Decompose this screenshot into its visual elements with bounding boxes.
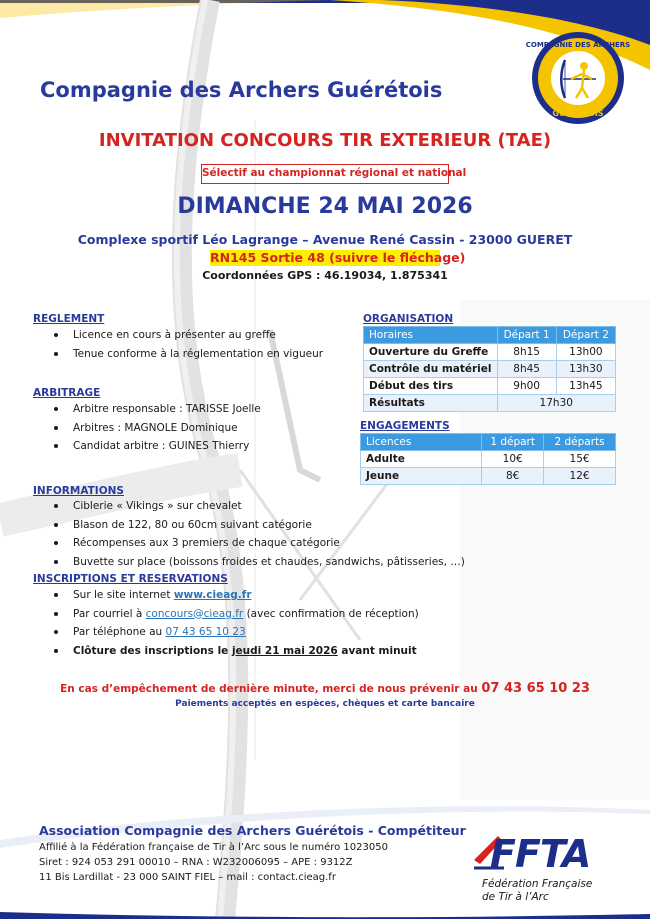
affiliation-line: Affilié à la Fédération française de Tir à l’Arc sous le numéro 1023050: [39, 842, 388, 853]
list-item: Buvette sur place (boissons froides et chaudes, sandwichs, pâtisseries, …): [33, 553, 465, 572]
column-header: 1 départ: [482, 434, 544, 451]
phone-link[interactable]: 07 43 65 10 23: [165, 626, 246, 638]
organisation-table: [363, 326, 616, 412]
table-cell: Résultats: [364, 395, 498, 412]
column-header: Horaires: [364, 327, 498, 344]
section-title-organisation: ORGANISATION: [363, 313, 454, 325]
table-cell: Jeune: [361, 468, 482, 485]
warning-text: En cas d’empêchement de dernière minute, merci de nous prévenir au: [60, 683, 482, 695]
event-date: DIMANCHE 24 MAI 2026: [177, 194, 473, 219]
table-header-row: [364, 327, 616, 344]
column-header: Départ 2: [556, 327, 615, 344]
list-item: Ciblerie « Vikings » sur chevalet: [33, 497, 465, 516]
informations-list: [33, 497, 465, 571]
table-row: [361, 468, 616, 485]
invitation-title: INVITATION CONCOURS TIR EXTERIEUR (TAE): [98, 130, 552, 151]
table-cell: 13h30: [556, 361, 615, 378]
table-row-results: [364, 395, 616, 412]
list-item: Licence en cours à présenter au greffe: [33, 326, 323, 345]
table-cell: 8€: [482, 468, 544, 485]
gps-coordinates: Coordonnées GPS : 46.19034, 1.875341: [202, 269, 448, 282]
column-header: Licences: [361, 434, 482, 451]
table-cell: 10€: [482, 451, 544, 468]
club-logo: [516, 30, 640, 126]
association-name: Association Compagnie des Archers Guérétois - Compétiteur: [39, 823, 466, 838]
arbitrage-list: [33, 400, 261, 456]
selective-notice-badge: Sélectif au championnat régional et national: [201, 164, 449, 184]
svg-text:COMPAGNIE DES ARCHERS: COMPAGNIE DES ARCHERS: [525, 41, 631, 49]
closing-prefix: Clôture des inscriptions le: [73, 644, 232, 657]
ffta-line1: Fédération Française: [482, 878, 593, 890]
list-item: Arbitre responsable : TARISSE Joelle: [33, 400, 261, 419]
payments-notice: Paiements acceptés en espèces, chèques et carte bancaire: [175, 699, 475, 709]
table-cell: Ouverture du Greffe: [364, 344, 498, 361]
table-cell: 9h00: [497, 378, 556, 395]
route-directions: RN145 Sortie 48 (suivre le fléchage): [210, 250, 466, 265]
ffta-line2: de Tir à l’Arc: [482, 891, 549, 903]
address-line: 11 Bis Lardillat - 23 000 SAINT FIEL – mail : contact.cieag.fr: [39, 872, 336, 883]
inscriptions-list: [33, 586, 419, 660]
list-item: Récompenses aux 3 premiers de chaque catégorie: [33, 534, 465, 553]
table-cell: Début des tirs: [364, 378, 498, 395]
closing-date: jeudi 21 mai 2026: [231, 644, 338, 657]
list-item-website: [33, 586, 419, 605]
table-cell: 8h15: [497, 344, 556, 361]
list-item-email: [33, 605, 419, 624]
table-cell: 13h00: [556, 344, 615, 361]
table-row: [364, 344, 616, 361]
closing-suffix: avant minuit: [337, 644, 417, 657]
list-item: Candidat arbitre : GUINES Thierry: [33, 437, 261, 456]
email-suffix: (avec confirmation de réception): [243, 607, 419, 620]
table-cell: 12€: [544, 468, 616, 485]
email-prefix: Par courriel à: [73, 607, 146, 620]
table-cell: 15€: [544, 451, 616, 468]
list-item: Arbitres : MAGNOLE Dominique: [33, 419, 261, 438]
table-row: [364, 361, 616, 378]
section-title-engagements: ENGAGEMENTS: [360, 420, 450, 432]
table-header-row: [361, 434, 616, 451]
section-title-reglement: REGLEMENT: [33, 313, 105, 325]
table-cell: 8h45: [497, 361, 556, 378]
email-link[interactable]: concours@cieag.fr: [145, 607, 244, 620]
column-header: Départ 1: [497, 327, 556, 344]
table-cell: 13h45: [556, 378, 615, 395]
club-name-title: Compagnie des Archers Guérétois: [40, 78, 443, 102]
list-item: Tenue conforme à la réglementation en vigueur: [33, 345, 323, 364]
warning-phone: 07 43 65 10 23: [481, 681, 590, 696]
table-cell: Contrôle du matériel: [364, 361, 498, 378]
table-row: [361, 451, 616, 468]
list-item-closing: [33, 642, 419, 661]
list-item-phone: [33, 623, 419, 642]
phone-prefix: Par téléphone au: [73, 626, 166, 638]
website-link[interactable]: www.cieag.fr: [173, 589, 252, 601]
ids-line: Siret : 924 053 291 00010 – RNA : W232006095 – APE : 9312Z: [39, 857, 353, 868]
last-minute-warning: [0, 681, 650, 696]
table-cell: 17h30: [497, 395, 616, 412]
event-venue: Complexe sportif Léo Lagrange – Avenue René Cassin - 23000 GUERET: [77, 232, 573, 247]
table-cell: Adulte: [361, 451, 482, 468]
ffta-acronym: FFTA: [490, 832, 591, 876]
reglement-list: [33, 326, 323, 363]
column-header: 2 départs: [544, 434, 616, 451]
engagements-table: [360, 433, 616, 485]
section-title-inscriptions: INSCRIPTIONS ET RESERVATIONS: [33, 573, 228, 585]
svg-text:GUERETOIS: GUERETOIS: [552, 109, 604, 118]
table-row: [364, 378, 616, 395]
list-item: Blason de 122, 80 ou 60cm suivant catégorie: [33, 516, 465, 535]
website-prefix: Sur le site internet: [73, 589, 174, 601]
section-title-informations: INFORMATIONS: [33, 485, 124, 497]
section-title-arbitrage: ARBITRAGE: [33, 387, 101, 399]
ffta-logo: [472, 830, 622, 910]
